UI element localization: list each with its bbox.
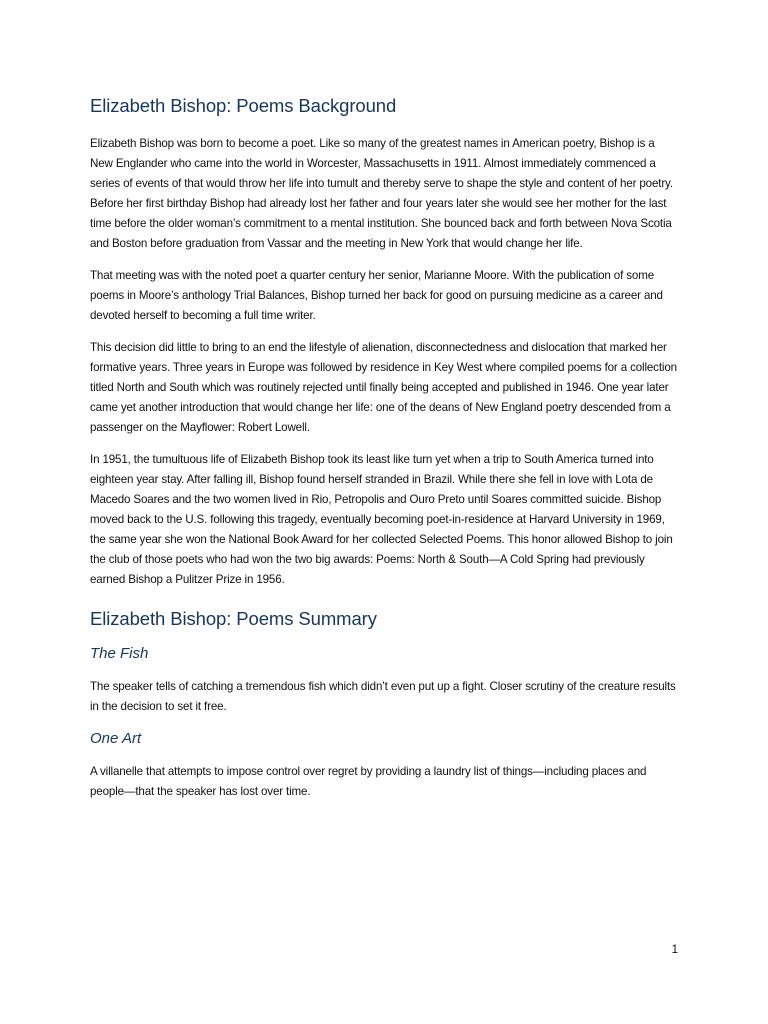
page-number: 1 xyxy=(671,944,678,956)
heading-poems-summary: Elizabeth Bishop: Poems Summary xyxy=(90,608,377,629)
heading-poems-background: Elizabeth Bishop: Poems Background xyxy=(90,95,397,116)
poem-title-the-fish: The Fish xyxy=(90,645,149,662)
background-paragraph-2: That meeting was with the noted poet a quarter century her senior, Marianne Moore. With the publication of some poems in Moore’s anthology Trial Balances, Bishop turned her back for good on pursuing medicine as a career and devoted herself to becoming a full time writer. xyxy=(90,269,663,322)
poem-summary-the-fish: The speaker tells of catching a tremendous fish which didn’t even put up a fight. Closer scrutiny of the creature results in the decision to set it free. xyxy=(90,680,676,713)
background-paragraph-1: Elizabeth Bishop was born to become a poet. Like so many of the greatest names in American poetry, Bishop is a New Englander who came into the world in Worcester, Massachusetts in 1911. Almost immediately commenced a series of events of that would throw her life into tumult and thereby serve to shape the style and content of her poetry. Before her first birthday Bishop had already lost her father and four years later she would see her mother for the last time before the older woman’s commitment to a mental institution. She bounced back and forth between Nova Scotia and Boston before graduation from Vassar and the meeting in New York that would change her life. xyxy=(90,137,673,250)
poem-title-one-art: One Art xyxy=(90,730,142,747)
poem-summary-one-art: A villanelle that attempts to impose control over regret by providing a laundry list of things—including places and people—that the speaker has lost over time. xyxy=(90,765,647,798)
background-paragraph-4: In 1951, the tumultuous life of Elizabeth Bishop took its least like turn yet when a trip to South America turned into eighteen year stay. After falling ill, Bishop found herself stranded in Brazil. While there she fell in love with Lota de Macedo Soares and the two women lived in Rio, Petropolis and Ouro Preto until Soares committed suicide. Bishop moved back to the U.S. following this tragedy, eventually becoming poet-in-residence at Harvard University in 1969, the same year she won the National Book Award for her collected Selected Poems. This honor allowed Bishop to join the club of those poets who had won the two big awards: Poems: North & South—A Cold Spring had previously earned Bishop a Pulitzer Prize in 1956. xyxy=(90,453,673,586)
background-paragraph-3: This decision did little to bring to an end the lifestyle of alienation, disconnectedness and dislocation that marked her formative years. Three years in Europe was followed by residence in Key West where compiled poems for a collection titled North and South which was routinely rejected until finally being accepted and published in 1946. One year later came yet another introduction that would change her life: one of the deans of New England poetry descended from a passenger on the Mayflower: Robert Lowell. xyxy=(90,341,677,434)
document-body xyxy=(90,94,680,814)
